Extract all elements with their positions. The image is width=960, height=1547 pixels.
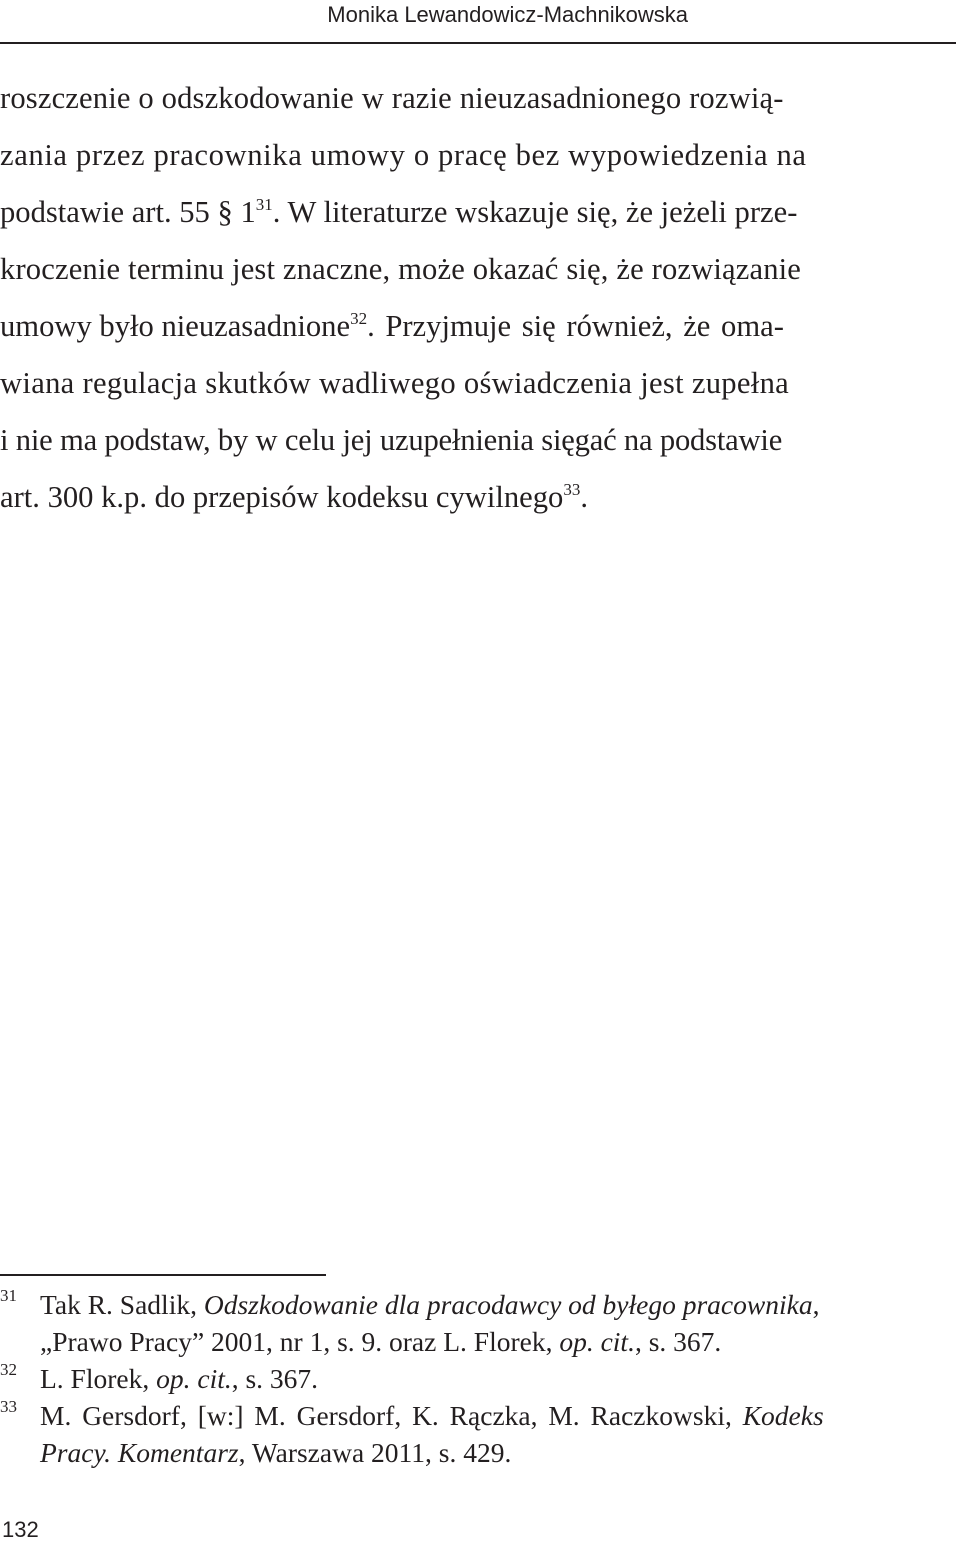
text-run: Tak R. Sadlik, — [40, 1289, 204, 1320]
footnote-ref-32: 32 — [350, 309, 368, 328]
text-run: art. 300 k.p. do przepisów kodeksu cywilnego — [0, 480, 564, 514]
text-run: i nie ma podstaw, by w celu jej uzupełnienia sięgać na podstawie — [0, 423, 783, 457]
footnote-ref-33: 33 — [563, 480, 581, 499]
footnote-italic: op. cit. — [156, 1363, 232, 1394]
page-number: 132 — [2, 1517, 39, 1542]
body-line — [0, 298, 956, 355]
text-run: . — [580, 480, 588, 514]
body-line — [0, 241, 956, 298]
header-rule — [0, 42, 956, 44]
text-run: „Prawo Pracy” 2001, nr 1, s. 9. oraz L. Florek, — [40, 1326, 560, 1357]
body-line — [0, 469, 956, 526]
footnote-31 — [0, 1286, 956, 1360]
body-line — [0, 184, 956, 241]
text-run: . W literaturze wskazuje się, że jeżeli prze- — [272, 195, 798, 229]
footnote-line — [40, 1323, 956, 1360]
footnote-line — [40, 1360, 956, 1397]
text-run: zania przez pracownika umowy o pracę bez wypowiedzenia na — [0, 138, 807, 172]
footnote-33 — [0, 1397, 956, 1471]
running-header-author: Monika Lewandowicz-Machnikowska — [327, 2, 688, 27]
body-line — [0, 70, 956, 127]
text-run: , — [812, 1289, 820, 1320]
footnote-italic: Kodeks — [742, 1400, 824, 1431]
body-line — [0, 355, 956, 412]
text-run: umowy było nieuzasadnione — [0, 309, 351, 343]
text-run: , Warszawa 2011, s. 429. — [238, 1437, 512, 1468]
footnote-italic: Pracy. Komentarz — [40, 1437, 239, 1468]
footnote-ref-31: 31 — [255, 195, 273, 214]
footnote-line — [40, 1397, 956, 1434]
text-run: roszczenie o odszkodowanie w razie nieuzasadnionego rozwią- — [0, 81, 784, 115]
footnotes — [0, 1286, 956, 1471]
footnote-italic: op. cit. — [559, 1326, 635, 1357]
footnote-32 — [0, 1360, 956, 1397]
text-run: , s. 367. — [634, 1326, 722, 1357]
body-line — [0, 412, 956, 469]
footnote-line — [40, 1434, 956, 1471]
text-run: , s. 367. — [231, 1363, 319, 1394]
body-line — [0, 127, 956, 184]
text-run: L. Florek, — [40, 1363, 157, 1394]
footnote-separator — [0, 1274, 326, 1276]
footnote-number: 31 — [0, 1286, 17, 1305]
footnote-number: 32 — [0, 1360, 17, 1379]
body-paragraph — [0, 70, 956, 526]
text-run: podstawie art. 55 § 1 — [0, 195, 256, 229]
text-run: wiana regulacja skutków wadliwego oświadczenia jest zupełna — [0, 366, 790, 400]
text-run: . Przyjmuje się również, że oma- — [367, 309, 784, 343]
text-run: M. Gersdorf, [w:] M. Gersdorf, K. Rączka, M. Raczkowski, — [40, 1400, 743, 1431]
footnote-title: Odszkodowanie dla pracodawcy od byłego pracownika — [203, 1289, 813, 1320]
footnote-number: 33 — [0, 1397, 17, 1416]
footnote-line — [40, 1286, 956, 1323]
text-run: kroczenie terminu jest znaczne, może okazać się, że rozwiązanie — [0, 252, 802, 286]
